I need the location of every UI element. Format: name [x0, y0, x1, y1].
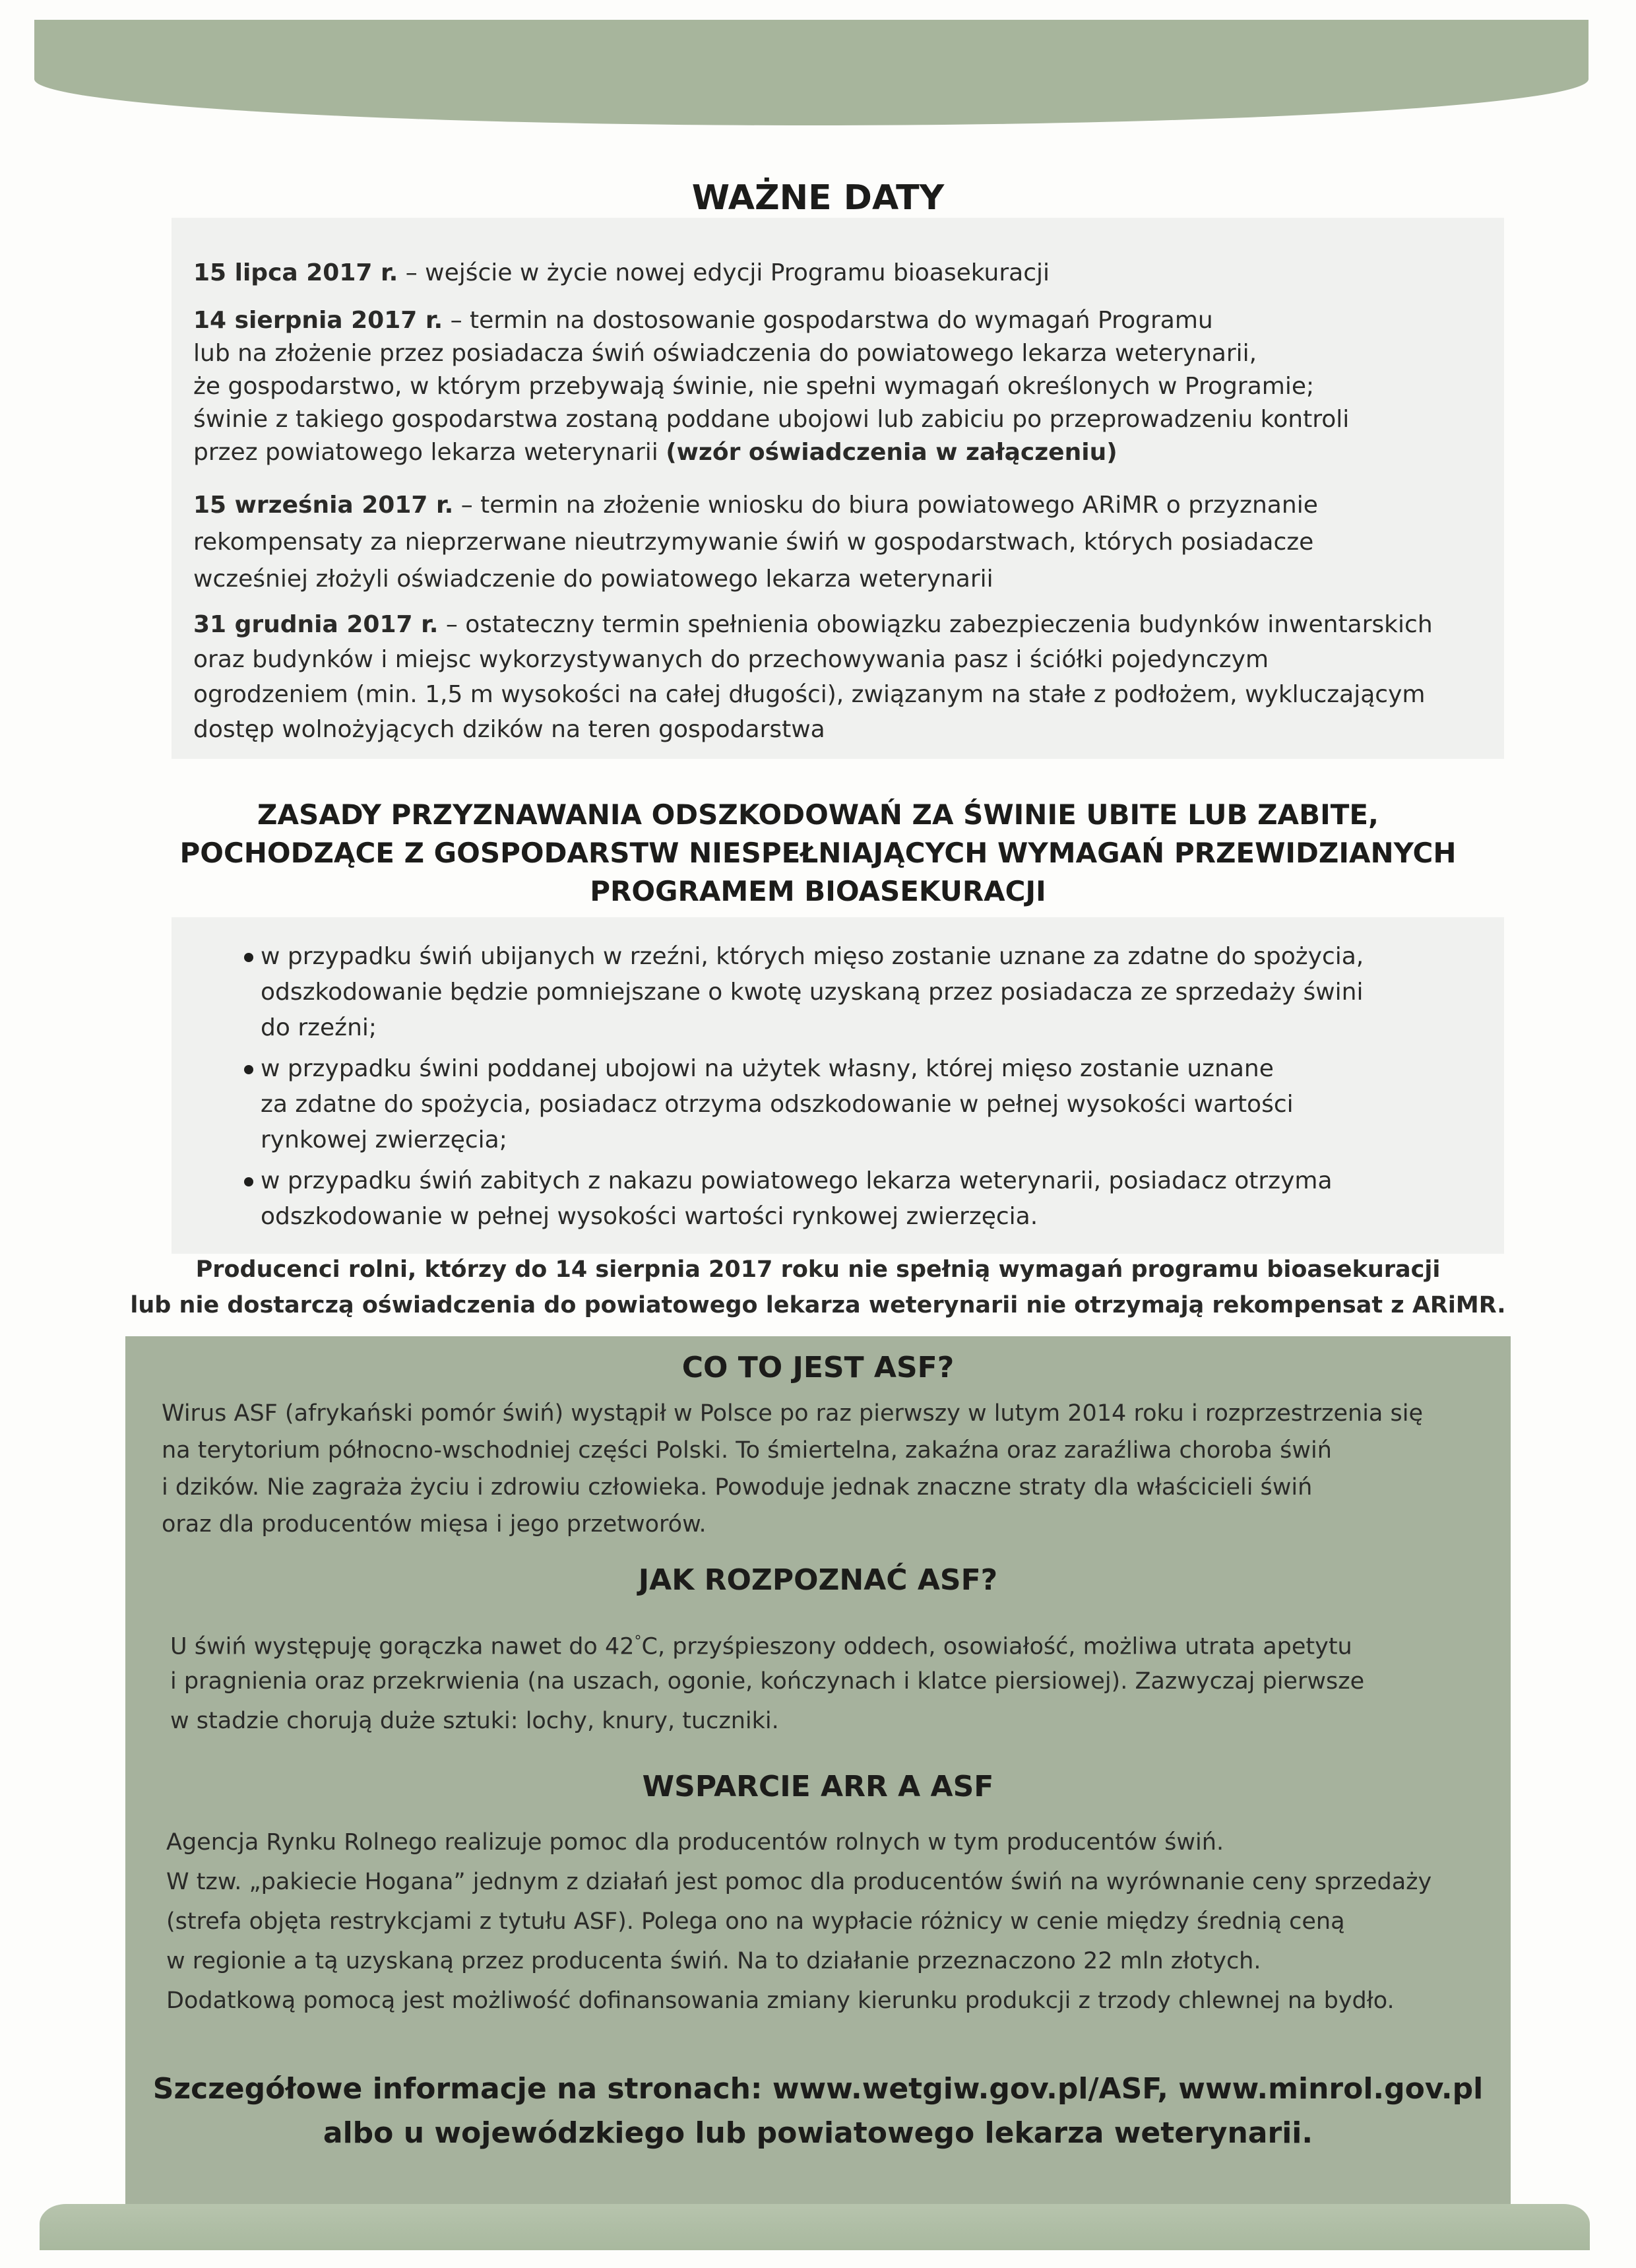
- support-line: (strefa objęta restrykcjami z tytułu ASF). Polega ono na wypłacie różnicy w cenie między średnią ceną: [166, 1908, 1345, 1935]
- date-text: lub na złożenie przez posiadacza świń oświadczenia do powiatowego lekarza weterynarii,: [193, 340, 1257, 367]
- date-text: że gospodarstwo, w którym przebywają świnie, nie spełni wymagań określonych w Programie;: [193, 373, 1315, 400]
- support-line: W tzw. „pakiecie Hogana” jednym z działań jest pomoc dla producentów świń na wyrównanie ceny sprzedaży: [166, 1869, 1432, 1895]
- asf-description-line: oraz dla producentów mięsa i jego przetworów.: [162, 1511, 707, 1538]
- important-dates-heading: WAŻNE DATY: [691, 178, 945, 218]
- arr-support-heading: WSPARCIE ARR A ASF: [642, 1770, 994, 1803]
- support-line: Dodatkową pomocą jest możliwość dofinansowania zmiany kierunku produkcji z trzody chlewnej na bydło.: [166, 1988, 1395, 2014]
- symptoms-text: U świń występuję gorączka nawet do 42: [170, 1633, 635, 1660]
- date-text: oraz budynków i miejsc wykorzystywanych do przechowywania pasz i ściółki pojedynczym: [193, 646, 1269, 673]
- bullet-text: w przypadku świń zabitych z nakazu powiatowego lekarza weterynarii, posiadacz otrzyma: [261, 1167, 1333, 1194]
- form-attachment-note: (wzór oświadczenia w załączeniu): [666, 439, 1117, 466]
- date-text: – termin na złożenie wniosku do biura powiatowego ARiMR o przyznanie: [453, 492, 1318, 519]
- bullet-text: w przypadku świni poddanej ubojowi na użytek własny, której mięso zostanie uznane: [261, 1055, 1274, 1082]
- support-line: Agencja Rynku Rolnego realizuje pomoc dla producentów rolnych w tym producentów świń.: [166, 1829, 1224, 1856]
- bottom-decorative-band: [40, 2204, 1590, 2250]
- date-text: świnie z takiego gospodarstwa zostaną poddane ubojowi lub zabiciu po przeprowadzeniu kontroli: [193, 406, 1350, 433]
- footer-info-line: Szczegółowe informacje na stronach: www.wetgiw.gov.pl/ASF, www.minrol.gov.pl: [152, 2072, 1484, 2106]
- bullet-icon: [244, 1177, 253, 1186]
- compensation-heading-line: PROGRAMEM BIOASEKURACJI: [590, 875, 1046, 907]
- date-text: przez powiatowego lekarza weterynarii: [193, 439, 666, 466]
- degree-symbol: °: [634, 1633, 642, 1650]
- bullet-text: za zdatne do spożycia, posiadacz otrzyma odszkodowanie w pełnej wysokości wartości: [261, 1091, 1294, 1118]
- date-text: wcześniej złożyli oświadczenie do powiatowego lekarza weterynarii: [193, 566, 993, 593]
- date-text: ogrodzeniem (min. 1,5 m wysokości na całej długości), związanym na stałe z podłożem, wykluczającym: [193, 681, 1426, 708]
- compensation-heading-line: POCHODZĄCE Z GOSPODARSTW NIESPEŁNIAJĄCYCH WYMAGAŃ PRZEWIDZIANYCH: [179, 837, 1457, 869]
- bullet-text: do rzeźni;: [261, 1014, 377, 1041]
- date-text: dostęp wolnożyjących dzików na teren gospodarstwa: [193, 716, 825, 743]
- date-label: 15 lipca 2017 r.: [193, 259, 398, 286]
- asf-description-line: na terytorium północno-wschodniej części Polski. To śmiertelna, zakaźna oraz zaraźliwa choroba świń: [162, 1437, 1332, 1464]
- bullet-text: odszkodowanie w pełnej wysokości wartości rynkowej zwierzęcia.: [261, 1203, 1038, 1230]
- support-line: w regionie a tą uzyskaną przez producenta świń. Na to działanie przeznaczono 22 mln złotych.: [166, 1948, 1261, 1974]
- bullet-text: w przypadku świń ubijanych w rzeźni, których mięso zostanie uznane za zdatne do spożycia,: [261, 943, 1364, 970]
- bullet-icon: [244, 1065, 253, 1074]
- symptoms-text: C, przyśpieszony oddech, osowiałość, możliwa utrata apetytu: [641, 1633, 1352, 1660]
- symptoms-line: i pragnienia oraz przekrwienia (na uszach, ogonie, kończynach i klatce piersiowej). Zazwyczaj pierwsze: [170, 1668, 1365, 1695]
- dates-background-panel: [172, 218, 1504, 759]
- date-text: – wejście w życie nowej edycji Programu bioasekuracji: [398, 259, 1050, 286]
- asf-description-line: i dzików. Nie zagraża życiu i zdrowiu człowieka. Powoduje jednak znaczne straty dla właścicieli świń: [162, 1474, 1313, 1501]
- what-is-asf-heading: CO TO JEST ASF?: [681, 1351, 955, 1384]
- recognize-asf-heading: JAK ROZPOZNAĆ ASF?: [638, 1563, 998, 1597]
- date-label: 31 grudnia 2017 r.: [193, 611, 439, 638]
- date-text: rekompensaty za nieprzerwane nieutrzymywanie świń w gospodarstwach, których posiadacze: [193, 529, 1314, 556]
- producers-note-line: Producenci rolni, którzy do 14 sierpnia 2017 roku nie spełnią wymagań programu bioasekuracji: [195, 1256, 1441, 1283]
- bullet-text: odszkodowanie będzie pomniejszane o kwotę uzyskaną przez posiadacza ze sprzedaży świni: [261, 979, 1364, 1006]
- bullet-text: rynkowej zwierzęcia;: [261, 1126, 507, 1153]
- date-label: 14 sierpnia 2017 r.: [193, 307, 443, 334]
- asf-description-line: Wirus ASF (afrykański pomór świń) wystąpił w Polsce po raz pierwszy w lutym 2014 roku i rozprzestrzenia się: [162, 1400, 1423, 1427]
- producers-note-line: lub nie dostarczą oświadczenia do powiatowego lekarza weterynarii nie otrzymają rekompensat z ARiMR.: [130, 1292, 1506, 1318]
- date-text: – termin na dostosowanie gospodarstwa do wymagań Programu: [443, 307, 1213, 334]
- symptoms-line: [170, 1627, 1352, 1662]
- date-label: 15 września 2017 r.: [193, 492, 454, 519]
- date-text: – ostateczny termin spełnienia obowiązku zabezpieczenia budynków inwentarskich: [438, 611, 1433, 638]
- footer-info-line: albo u wojewódzkiego lub powiatowego lekarza weterynarii.: [323, 2116, 1313, 2150]
- top-decorative-band: [34, 20, 1589, 125]
- symptoms-line: w stadzie chorują duże sztuki: lochy, knury, tuczniki.: [170, 1708, 779, 1734]
- bullet-icon: [244, 953, 253, 962]
- compensation-heading-line: ZASADY PRZYZNAWANIA ODSZKODOWAŃ ZA ŚWINIE UBITE LUB ZABITE,: [257, 798, 1379, 831]
